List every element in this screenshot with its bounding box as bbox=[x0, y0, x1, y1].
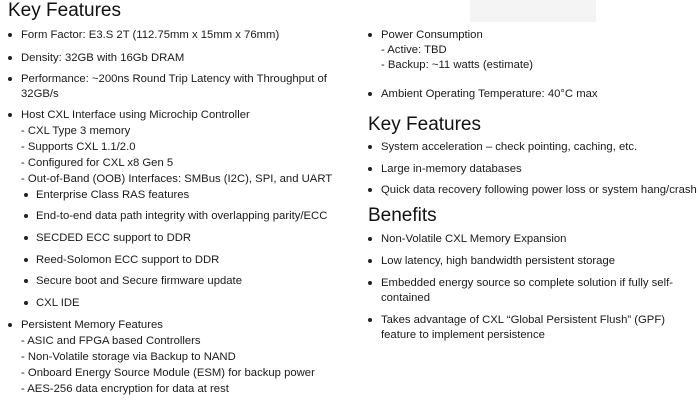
sub-item: - Supports CXL 1.1/2.0 bbox=[21, 141, 136, 153]
sub-item: - Onboard Energy Source Module (ESM) for backup power bbox=[21, 367, 315, 379]
benefits-heading: Benefits bbox=[368, 205, 437, 226]
sub-item: - Out-of-Band (OOB) Interfaces: SMBus (I2C), SPI, and UART bbox=[21, 173, 333, 185]
sub-item: - Non-Volatile storage via Backup to NAND bbox=[21, 351, 236, 363]
header-shading bbox=[470, 0, 596, 22]
list-item: Large in-memory databases bbox=[368, 162, 522, 177]
sub-bullet-item: Enterprise Class RAS features bbox=[23, 188, 189, 203]
list-item: Power Consumption bbox=[368, 28, 483, 43]
sub-bullet-item: End-to-end data path integrity with overlapping parity/ECC bbox=[23, 209, 327, 224]
sub-bullet-item: Secure boot and Secure firmware update bbox=[23, 274, 242, 289]
sub-bullet-item: Reed-Solomon ECC support to DDR bbox=[23, 253, 219, 268]
list-item: Host CXL Interface using Microchip Controller bbox=[8, 108, 250, 123]
key-features-heading: Key Features bbox=[8, 0, 121, 21]
list-item: Embedded energy source so complete solution if fully self- bbox=[368, 276, 673, 291]
sub-bullet-item: CXL IDE bbox=[23, 296, 80, 311]
sub-item: - ASIC and FPGA based Controllers bbox=[21, 335, 201, 347]
sub-item: - Active: TBD bbox=[381, 44, 447, 56]
list-item: Quick data recovery following power loss or system hang/crash bbox=[368, 183, 697, 198]
list-item-continuation: contained bbox=[381, 292, 430, 304]
list-item: Ambient Operating Temperature: 40°C max bbox=[368, 87, 598, 102]
list-item-continuation: 32GB/s bbox=[21, 88, 59, 100]
sub-item: - Backup: ~11 watts (estimate) bbox=[381, 59, 534, 71]
sub-item: - Configured for CXL x8 Gen 5 bbox=[21, 157, 174, 169]
list-item: Persistent Memory Features bbox=[8, 318, 163, 333]
list-item-continuation: feature to implement persistence bbox=[381, 329, 545, 341]
sub-bullet-item: SECDED ECC support to DDR bbox=[23, 231, 191, 246]
list-item: Form Factor: E3.S 2T (112.75mm x 15mm x 76mm) bbox=[8, 28, 279, 43]
list-item: Non-Volatile CXL Memory Expansion bbox=[368, 232, 566, 247]
list-item: Performance: ~200ns Round Trip Latency with Throughput of bbox=[8, 72, 327, 87]
sub-item: - AES-256 data encryption for data at rest bbox=[21, 383, 229, 395]
list-item: Takes advantage of CXL “Global Persistent Flush” (GPF) bbox=[368, 313, 665, 328]
list-item: Density: 32GB with 16Gb DRAM bbox=[8, 51, 184, 66]
list-item: Low latency, high bandwidth persistent storage bbox=[368, 254, 615, 269]
list-item: System acceleration – check pointing, caching, etc. bbox=[368, 140, 637, 155]
sub-item: - CXL Type 3 memory bbox=[21, 125, 131, 137]
key-features-heading-2: Key Features bbox=[368, 114, 481, 135]
